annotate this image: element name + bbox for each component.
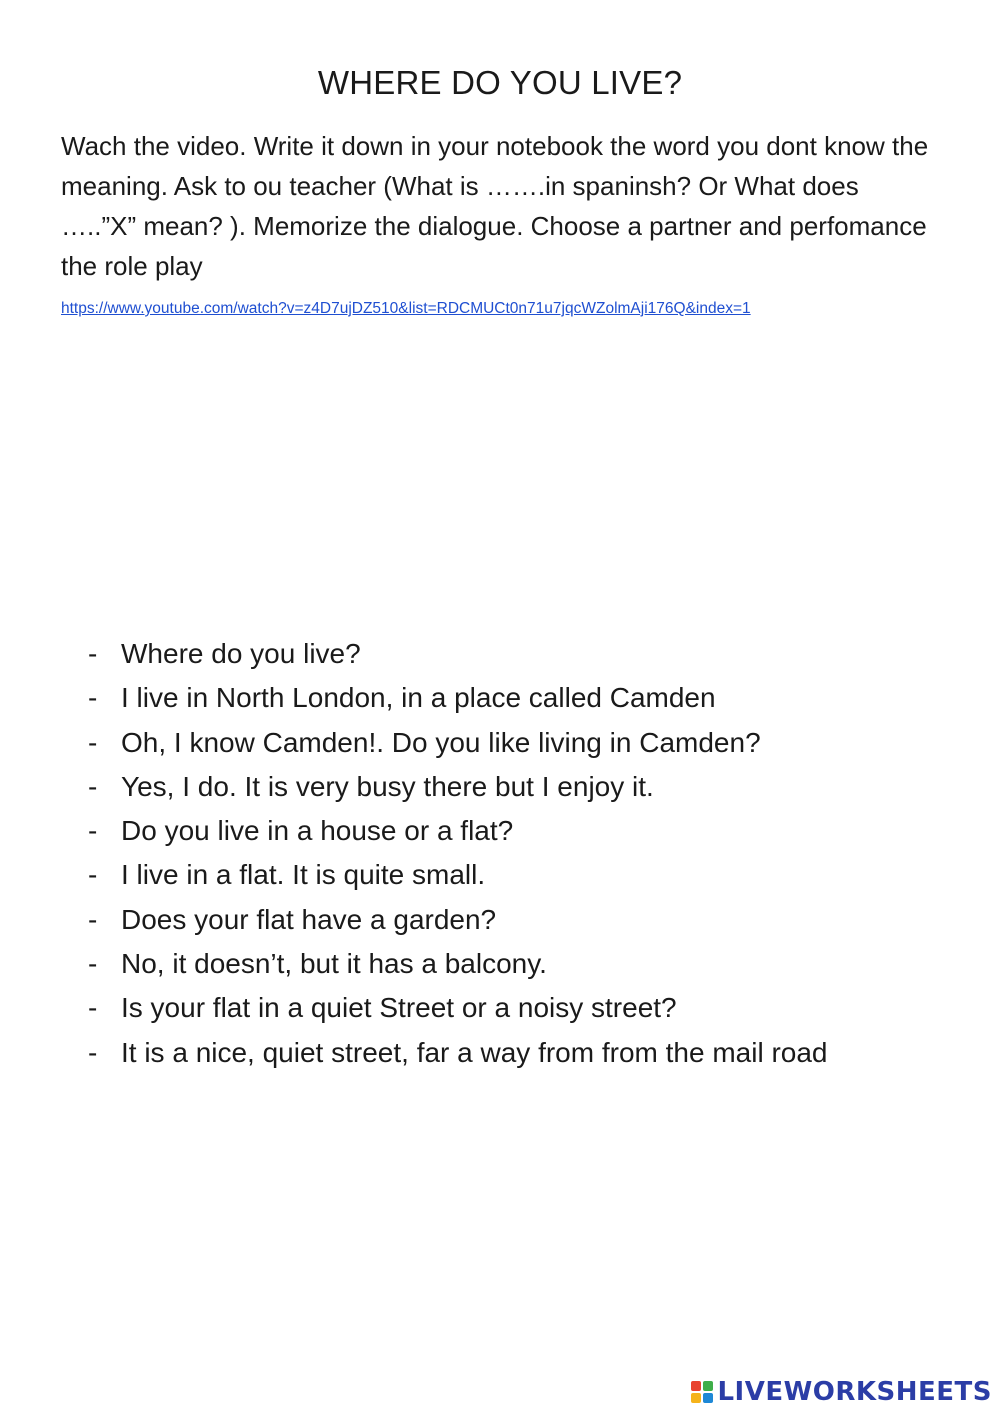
dialogue-text: I live in a flat. It is quite small. bbox=[121, 859, 486, 891]
dash-bullet: - bbox=[88, 682, 98, 714]
dialogue-text: I live in North London, in a place called Camden bbox=[121, 682, 716, 714]
dialogue-line bbox=[88, 638, 968, 682]
dialogue-line bbox=[88, 727, 968, 771]
dialogue-list bbox=[88, 638, 968, 1081]
dialogue-text: Do you live in a house or a flat? bbox=[121, 815, 514, 847]
dialogue-text: It is a nice, quiet street, far a way from from the mail road bbox=[121, 1036, 828, 1068]
video-link[interactable]: https://www.youtube.com/watch?v=z4D7ujDZ510&list=RDCMUCt0n71u7jqcWZolmAji176Q&index=1 bbox=[61, 300, 751, 317]
dialogue-text: Oh, I know Camden!. Do you like living in Camden? bbox=[121, 726, 761, 758]
logo-square bbox=[691, 1381, 701, 1391]
dash-bullet: - bbox=[88, 948, 98, 980]
dialogue-line bbox=[88, 815, 968, 859]
dash-bullet: - bbox=[88, 859, 98, 891]
dash-bullet: - bbox=[88, 726, 98, 758]
dialogue-line bbox=[88, 948, 968, 992]
dialogue-line bbox=[88, 992, 968, 1036]
dialogue-line bbox=[88, 771, 968, 815]
dash-bullet: - bbox=[88, 1036, 98, 1068]
dialogue-text: Is your flat in a quiet Street or a noisy street? bbox=[121, 992, 677, 1024]
dash-bullet: - bbox=[88, 815, 98, 847]
dash-bullet: - bbox=[88, 903, 98, 935]
dialogue-line bbox=[88, 682, 968, 726]
dialogue-line bbox=[88, 1037, 968, 1081]
liveworksheets-brand bbox=[691, 1377, 992, 1407]
logo-square bbox=[691, 1393, 701, 1403]
dialogue-text: Does your flat have a garden? bbox=[121, 903, 497, 935]
instructions-paragraph: Wach the video. Write it down in your notebook the word you dont know the meaning. Ask to ou teacher (What is …….in spaninsh? Or What does …..”X” mean? ). Memorize the dialogue. Choose a partner and perfomance the role play bbox=[61, 131, 929, 281]
logo-square bbox=[703, 1393, 713, 1403]
logo-square bbox=[703, 1381, 713, 1391]
dash-bullet: - bbox=[88, 770, 98, 802]
page-title: WHERE DO YOU LIVE? bbox=[317, 64, 683, 101]
liveworksheets-logo-icon bbox=[691, 1381, 713, 1403]
dialogue-text: No, it doesn’t, but it has a balcony. bbox=[121, 948, 547, 980]
dash-bullet: - bbox=[88, 638, 98, 669]
dialogue-line bbox=[88, 904, 968, 948]
brand-name: LIVEWORKSHEETS bbox=[717, 1377, 992, 1407]
dialogue-text: Yes, I do. It is very busy there but I enjoy it. bbox=[121, 770, 654, 802]
dialogue-text: Where do you live? bbox=[121, 638, 361, 669]
dash-bullet: - bbox=[88, 992, 98, 1024]
dialogue-line bbox=[88, 859, 968, 903]
